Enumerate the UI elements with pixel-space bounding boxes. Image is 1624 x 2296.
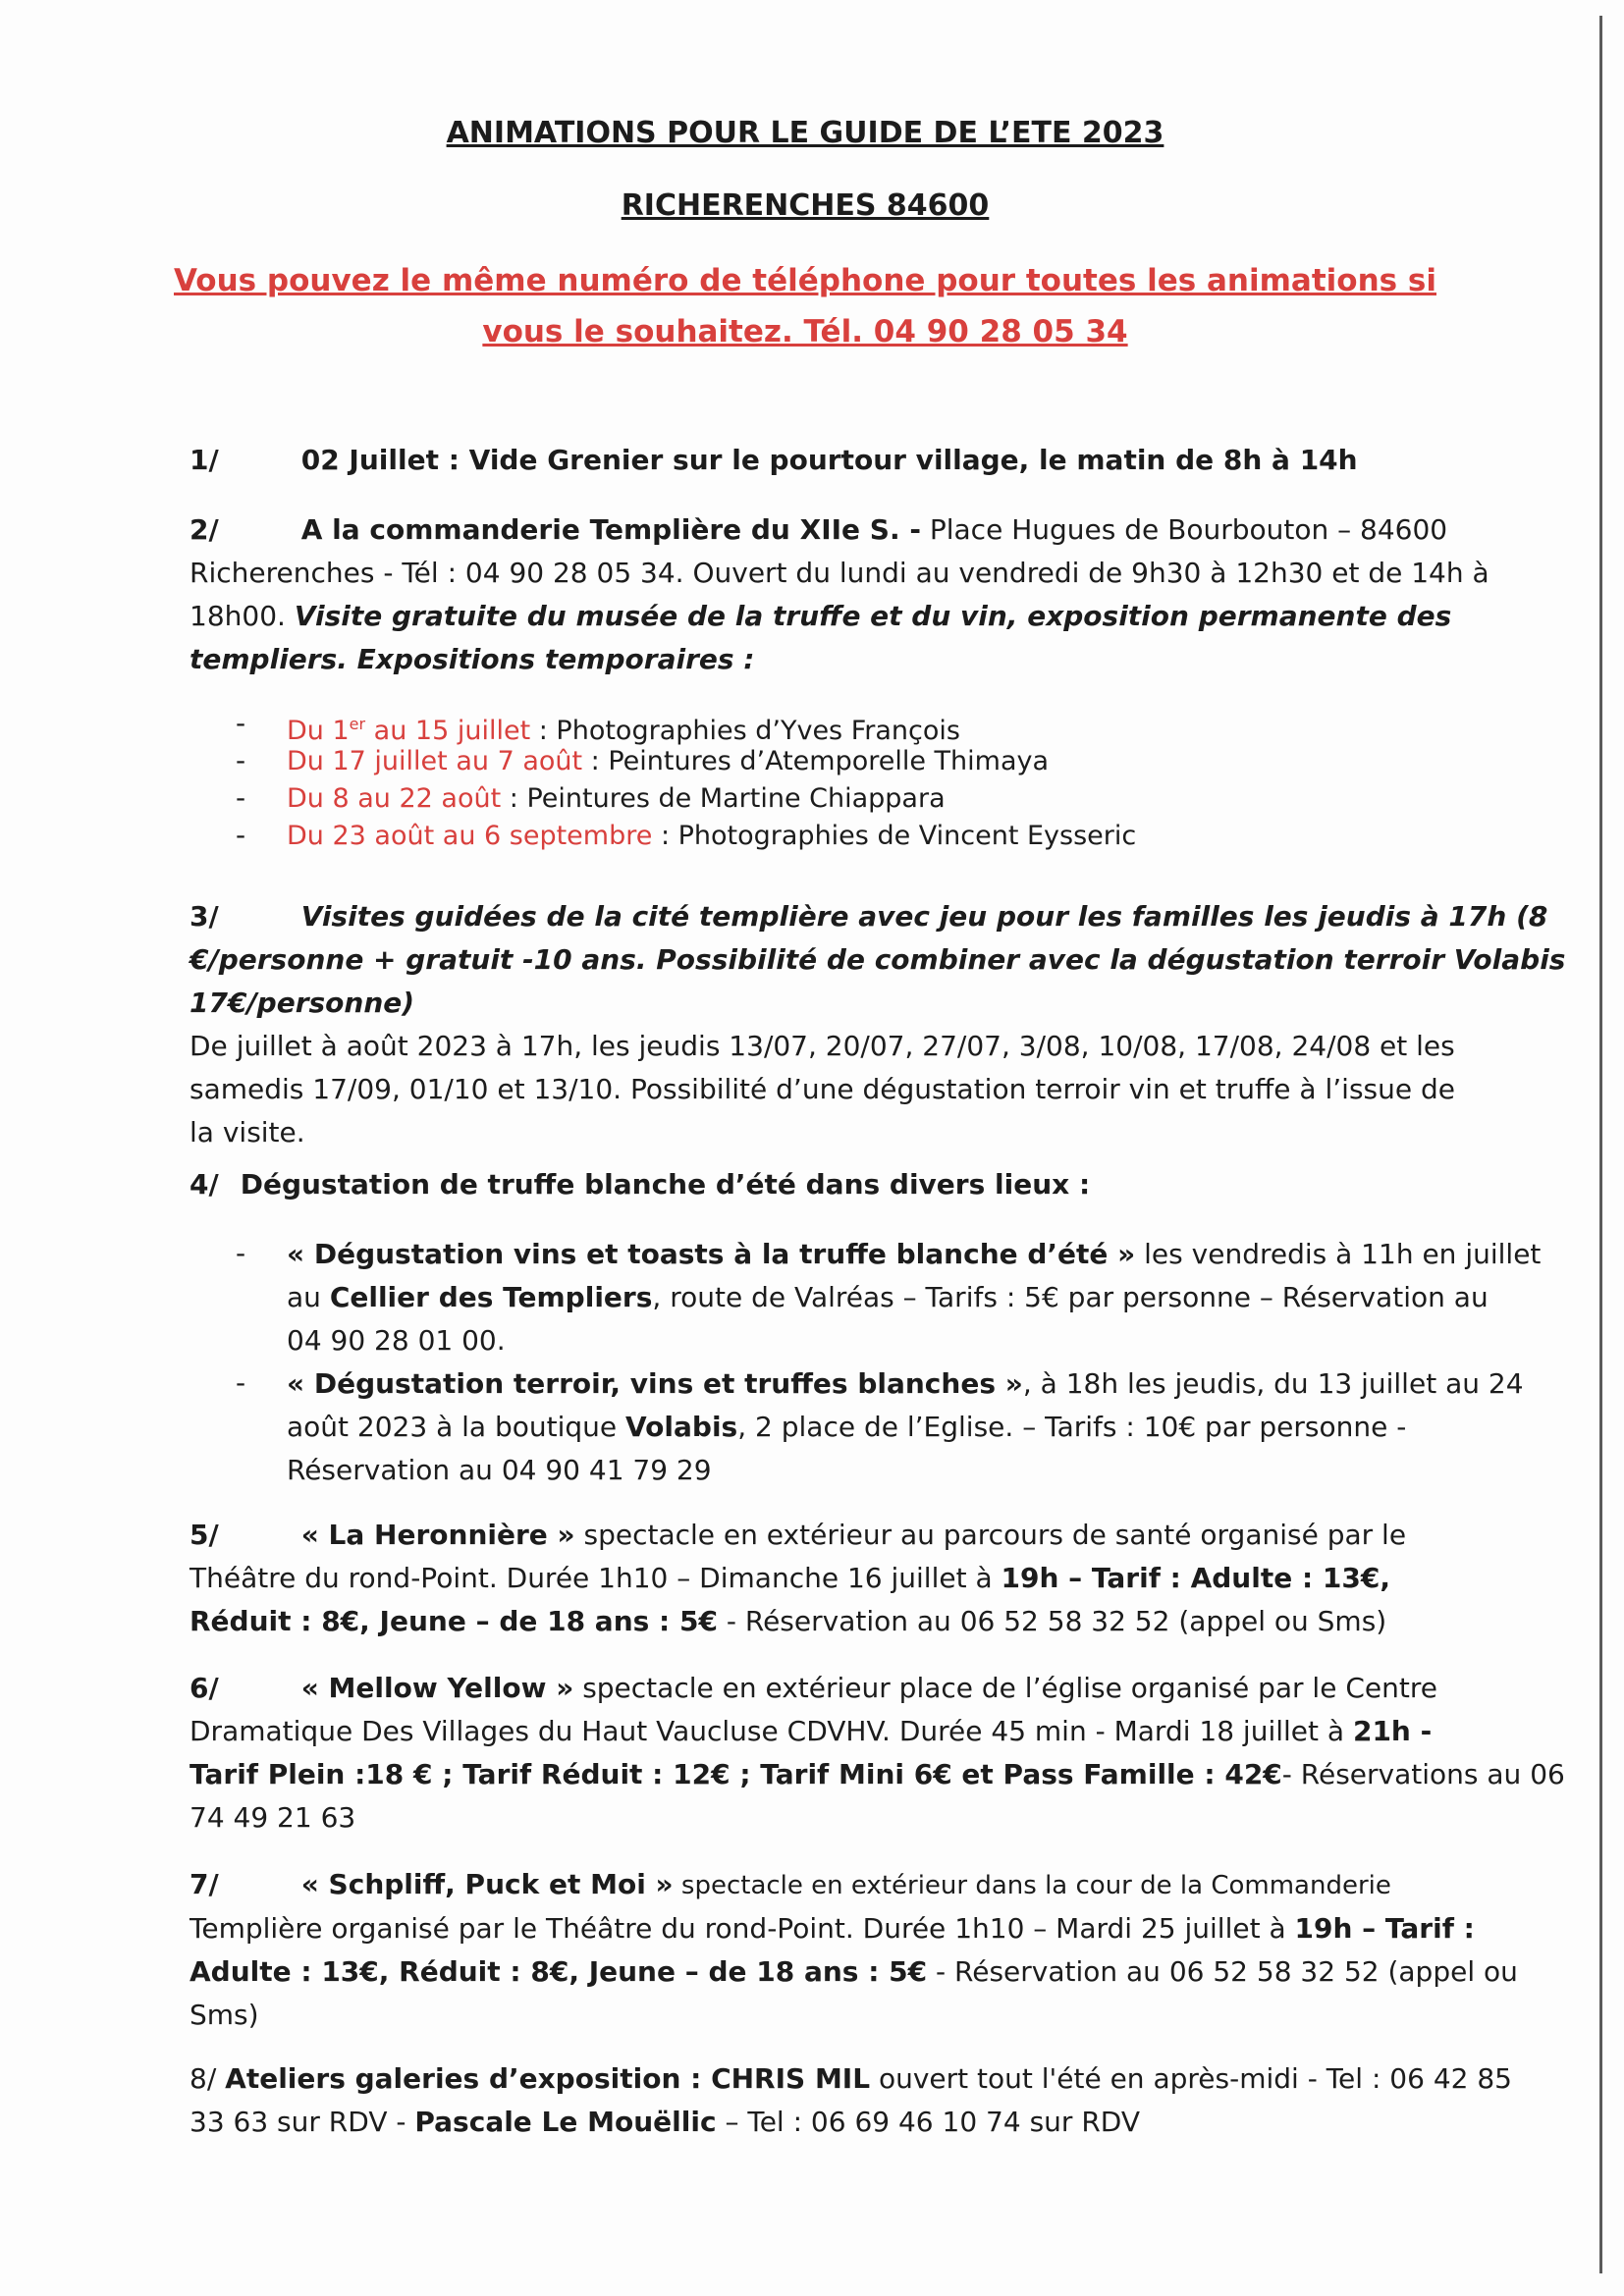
item3-heading: Visites guidées de la cité templière avec jeu pour les familles les jeudis à 17h (8 bbox=[300, 900, 1548, 933]
item5-price: Réduit : 8€, Jeune – de 18 ans : 5€ bbox=[189, 1605, 718, 1637]
tasting-item-2 bbox=[287, 1362, 1524, 1492]
item7-booking: - Réservation au 06 52 58 32 52 (appel ou bbox=[927, 1955, 1518, 1988]
item8 bbox=[189, 2057, 1512, 2144]
item5-title: « La Heronnière » bbox=[300, 1519, 575, 1551]
tasting-text: , à 18h les jeudis, du 13 juillet au 24 bbox=[1022, 1367, 1524, 1400]
item1-number: 1/ bbox=[189, 444, 219, 476]
item4-heading: Dégustation de truffe blanche d’été dans divers lieux : bbox=[240, 1168, 1091, 1201]
tasting-text: , route de Valréas – Tarifs : 5€ par personne – Réservation au bbox=[652, 1281, 1489, 1313]
expo-date: Du 17 juillet au 7 août bbox=[287, 746, 583, 776]
item5-price: 19h – Tarif : Adulte : 13€, bbox=[1001, 1562, 1390, 1594]
item2-number: 2/ bbox=[189, 513, 219, 546]
tasting-item-1 bbox=[287, 1233, 1542, 1362]
expo-desc: : Photographies d’Yves François bbox=[530, 716, 960, 746]
item8-text: – Tel : 06 69 46 10 74 sur RDV bbox=[716, 2106, 1141, 2138]
item8-text: 33 63 sur RDV - bbox=[189, 2106, 415, 2138]
expo-date: Du 1 bbox=[287, 716, 350, 746]
item4 bbox=[189, 1168, 1090, 1201]
item2-visit-text: Visite gratuite du musée de la truffe et du vin, exposition permanente des bbox=[294, 600, 1452, 632]
item3-heading-3: 17€/personne) bbox=[189, 987, 415, 1019]
expo-bullet: - bbox=[236, 744, 246, 776]
item6-time: 21h - bbox=[1352, 1715, 1433, 1747]
item2-hours: Richerenches - Tél : 04 90 28 05 34. Ouvert du lundi au vendredi de 9h30 à 12h30 et de 14h à bbox=[189, 557, 1489, 589]
item5 bbox=[189, 1514, 1406, 1643]
item3 bbox=[189, 895, 1565, 1154]
item4-number: 4/ bbox=[189, 1168, 219, 1201]
item2 bbox=[189, 508, 1489, 681]
item7-booking-end: Sms) bbox=[189, 1999, 259, 2031]
tasting-bullet: - bbox=[236, 1237, 246, 1269]
tasting-title: « Dégustation vins et toasts à la truffe blanche d’été » bbox=[287, 1238, 1136, 1270]
doc-title: ANIMATIONS POUR LE GUIDE DE L’ETE 2023 bbox=[446, 116, 1164, 150]
expo-date-sup: er bbox=[349, 715, 366, 733]
doc-subtitle: RICHERENCHES 84600 bbox=[621, 188, 990, 223]
tasting-title: « Dégustation terroir, vins et truffes blanches » bbox=[287, 1367, 1023, 1400]
item6-number: 6/ bbox=[189, 1672, 219, 1704]
tasting-phone: Réservation au 04 90 41 79 29 bbox=[287, 1454, 712, 1486]
item5-booking: - Réservation au 06 52 58 32 52 (appel ou Sms) bbox=[717, 1605, 1387, 1637]
item7-number: 7/ bbox=[189, 1868, 219, 1900]
item7-text: spectacle en extérieur dans la cour de la Commanderie bbox=[673, 1871, 1391, 1900]
item2-address: Place Hugues de Bourbouton – 84600 bbox=[920, 513, 1448, 546]
tasting-venue: Volabis bbox=[625, 1411, 738, 1443]
item8-text: ouvert tout l'été en après-midi - Tel : 06 42 85 bbox=[870, 2062, 1512, 2095]
item5-text: Théâtre du rond-Point. Durée 1h10 – Dimanche 16 juillet à bbox=[189, 1562, 1001, 1594]
tasting-venue: Cellier des Templiers bbox=[329, 1281, 653, 1313]
tasting-text: – Tarifs : 10€ par personne - bbox=[1013, 1411, 1407, 1443]
item6-text: spectacle en extérieur place de l’église organisé par le Centre bbox=[573, 1672, 1437, 1704]
item6-booking: - Réservations au 06 bbox=[1281, 1758, 1565, 1790]
phone-note-line1: Vous pouvez le même numéro de téléphone pour toutes les animations si bbox=[174, 263, 1436, 298]
expo-bullet: - bbox=[236, 781, 246, 814]
item5-text: spectacle en extérieur au parcours de santé organisé par le bbox=[574, 1519, 1407, 1551]
item1-text: 02 Juillet : Vide Grenier sur le pourtour village, le matin de 8h à 14h bbox=[300, 444, 1358, 476]
expo-desc: : Peintures de Martine Chiappara bbox=[501, 783, 946, 814]
tasting-text: les vendredis à 11h en juillet bbox=[1135, 1238, 1542, 1270]
item7-price: Adulte : 13€, Réduit : 8€, Jeune – de 18 ans : 5€ bbox=[189, 1955, 928, 1988]
expo-date-end: au 15 juillet bbox=[365, 716, 531, 746]
item2-hours-end: 18h00. bbox=[189, 600, 295, 632]
tasting-text: au bbox=[287, 1281, 330, 1313]
tasting-bullet: - bbox=[236, 1366, 246, 1399]
item2-heading: A la commanderie Templière du XIIe S. - bbox=[300, 513, 921, 546]
expo-date: Du 23 août au 6 septembre bbox=[287, 821, 653, 851]
expo-desc: : Photographies de Vincent Eysseric bbox=[652, 821, 1137, 851]
expo-date: Du 8 au 22 août bbox=[287, 783, 502, 814]
item3-dates-3: la visite. bbox=[189, 1116, 305, 1148]
item7-text: Templière organisé par le Théâtre du rond-Point. Durée 1h10 – Mardi 25 juillet à bbox=[189, 1912, 1295, 1945]
item3-dates-2: samedis 17/09, 01/10 et 13/10. Possibilité d’une dégustation terroir vin et truffe à l’issue de bbox=[189, 1073, 1455, 1105]
item1 bbox=[189, 444, 1358, 476]
item6 bbox=[189, 1667, 1565, 1840]
expo-item-4 bbox=[287, 815, 1136, 858]
expo-desc: : Peintures d’Atemporelle Thimaya bbox=[582, 746, 1050, 776]
item6-phone: 74 49 21 63 bbox=[189, 1801, 356, 1834]
item7 bbox=[189, 1863, 1518, 2037]
item8-artist: Pascale Le Mouëllic bbox=[414, 2106, 717, 2138]
item3-number: 3/ bbox=[189, 900, 219, 933]
tasting-text: , 2 place de l’Eglise. bbox=[737, 1411, 1014, 1443]
item8-title: Ateliers galeries d’exposition : CHRIS MIL bbox=[225, 2062, 871, 2095]
item5-number: 5/ bbox=[189, 1519, 219, 1551]
phone-note-line2: vous le souhaitez. Tél. 04 90 28 05 34 bbox=[482, 314, 1128, 349]
item7-title: « Schpliff, Puck et Moi » bbox=[300, 1868, 674, 1900]
item2-expos-heading: templiers. Expositions temporaires : bbox=[189, 643, 755, 675]
expo-bullet: - bbox=[236, 819, 246, 851]
expo-bullet: - bbox=[236, 707, 246, 739]
item6-title: « Mellow Yellow » bbox=[300, 1672, 574, 1704]
item7-price: 19h – Tarif : bbox=[1294, 1912, 1475, 1945]
item3-heading-2: €/personne + gratuit -10 ans. Possibilité de combiner avec la dégustation terroir Volabis bbox=[189, 943, 1566, 976]
tasting-text: août 2023 à la boutique bbox=[287, 1411, 626, 1443]
item6-price: Tarif Plein :18 € ; Tarif Réduit : 12€ ; Tarif Mini 6€ et Pass Famille : 42€ bbox=[189, 1758, 1282, 1790]
item3-dates: De juillet à août 2023 à 17h, les jeudis 13/07, 20/07, 27/07, 3/08, 10/08, 17/08, 24/08 et les bbox=[189, 1030, 1455, 1062]
item8-number: 8/ bbox=[189, 2062, 226, 2095]
item6-text: Dramatique Des Villages du Haut Vaucluse CDVHV. Durée 45 min - Mardi 18 juillet à bbox=[189, 1715, 1353, 1747]
tasting-phone: 04 90 28 01 00. bbox=[287, 1324, 506, 1357]
